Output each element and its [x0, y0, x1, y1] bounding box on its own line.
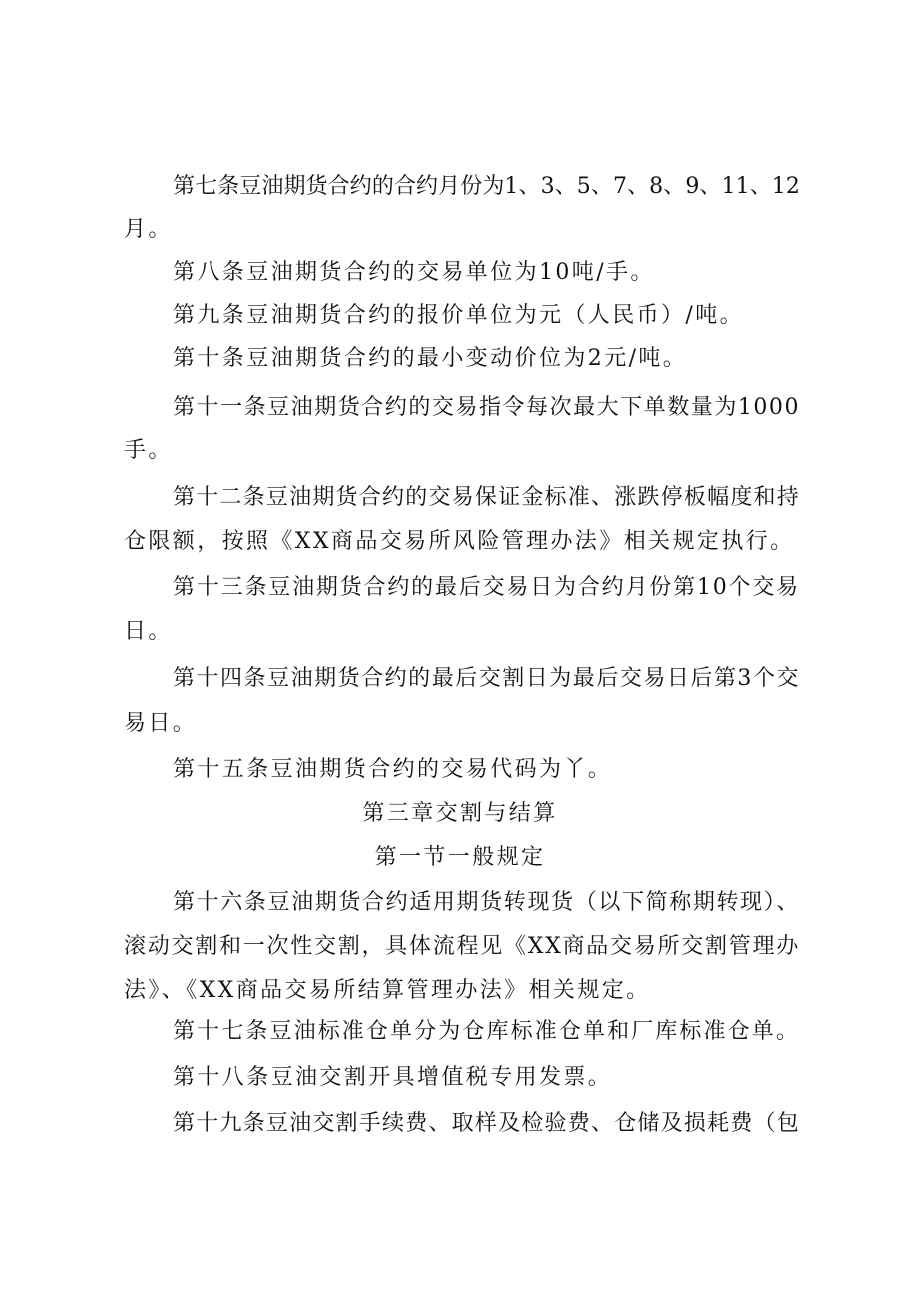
- article-17-line-1: 第十七条豆油标准仓单分为仓库标准仓单和厂库标准仓单。: [173, 1019, 800, 1044]
- chapter-title: 第三章交割与结算: [362, 801, 558, 826]
- article-10-line-1: 第十条豆油期货合约的最小变动价位为2元/吨。: [173, 346, 688, 371]
- article-8-line-1: 第八条豆油期货合约的交易单位为10吨/手。: [173, 260, 655, 285]
- article-19-line-1: 第十九条豆油交割手续费、取样及检验费、仓储及损耗费（包: [173, 1111, 800, 1136]
- article-11-line-1: 第十一条豆油期货合约的交易指令每次最大下单数量为1000: [173, 395, 800, 420]
- article-9-line-1: 第九条豆油期货合约的报价单位为元（人民币）/吨。: [173, 303, 745, 328]
- article-12-line-2: 仓限额，按照《XX商品交易所风险管理办法》相关规定执行。: [124, 529, 795, 554]
- article-7-line-2: 月。: [124, 217, 173, 242]
- section-title: 第一节一般规定: [374, 845, 546, 870]
- article-14-line-1: 第十四条豆油期货合约的最后交割日为最后交易日后第3个交: [173, 666, 800, 691]
- article-16-line-1: 第十六条豆油期货合约适用期货转现货（以下简称期转现）、: [173, 890, 800, 915]
- article-16-line-3: 法》、《XX商品交易所结算管理办法》相关规定。: [124, 978, 651, 1003]
- article-15-line-1: 第十五条豆油期货合约的交易代码为丫。: [173, 757, 613, 782]
- article-7-line-1: 第七条豆油期货合约的合约月份为1、3、5、7、8、9、11、12: [173, 174, 800, 199]
- article-16-line-2: 滚动交割和一次性交割，具体流程见《XX商品交易所交割管理办: [124, 934, 800, 959]
- article-11-line-2: 手。: [124, 438, 173, 463]
- article-13-line-1: 第十三条豆油期货合约的最后交易日为合约月份第10个交易: [173, 575, 800, 600]
- article-13-line-2: 日。: [124, 619, 173, 644]
- article-12-line-1: 第十二条豆油期货合约的交易保证金标准、涨跌停板幅度和持: [173, 485, 800, 510]
- article-14-line-2: 易日。: [124, 711, 198, 736]
- article-18-line-1: 第十八条豆油交割开具增值税专用发票。: [173, 1065, 613, 1090]
